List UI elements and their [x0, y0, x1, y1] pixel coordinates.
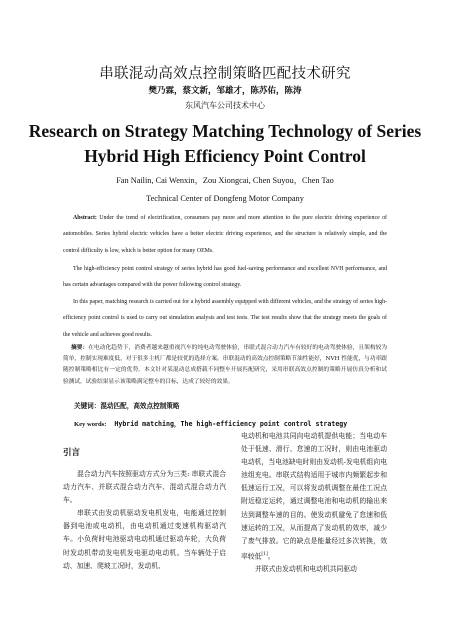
abstract-en-paragraph-2 — [63, 261, 387, 294]
english-authors: Fan Nailin, Cai Wenxin，Zou Xiongcai, Chen Suyou，Chen Tao — [116, 176, 334, 185]
intro-right-paragraph-1 — [241, 430, 387, 563]
intro-right-paragraph-2: 并联式由发动机和电动机共同驱动 — [255, 565, 357, 574]
abstract-zh-label: 摘要： — [71, 345, 89, 351]
keywords-zh — [74, 400, 180, 410]
chinese-affiliation: 东风汽车公司技术中心 — [185, 101, 265, 110]
abstract-en-paragraph-1 — [63, 210, 387, 259]
keywords-zh-text: 混动匹配，高效点控制策略 — [100, 402, 180, 410]
keywords-en-text: Hybrid matching，The high-efficiency point control strategy — [114, 420, 348, 428]
english-affiliation: Technical Center of Dongfeng Motor Company — [146, 194, 304, 203]
right-column — [241, 430, 387, 576]
section-heading-intro: 引言 — [63, 448, 81, 458]
keywords-en-label: Key words: — [74, 421, 107, 428]
english-title-line-2: Hybrid High Efficiency Point Control — [84, 146, 366, 166]
abstract-label: Abstract: — [73, 215, 97, 221]
intro-left-paragraph-2: 串联式由发动机驱动发电机发电，电能通过控制器到电池或电动机，由电动机通过变速机构驱动汽车。小负荷时电池驱动电动机通过驱动车轮，大负荷时发动机带动发电机发电驱动电动机。当车辆处于启动、加速、爬坡工况时，发动机、 — [63, 509, 226, 570]
abstract-en-text-1: Under the trend of electrification, consumers pay more and more attention to the pure electric driving experience of automobiles. Series hybrid electric vehicles have a better electric driving experience, and the structure is relatively simple, and the control difficulty is low, which is better option for many OEMs. — [63, 215, 387, 254]
abstract-en-text-2: The high-efficiency point control strategy of series hybrid has good fuel-saving performance and excellent NVH performance, and has certain advantages compared with the power following control strategy. — [63, 266, 387, 289]
english-title-line-1: Research on Strategy Matching Technology of Series — [28, 121, 422, 141]
keywords-en — [74, 418, 347, 428]
abstract-en-text-3: In this paper, matching research is carried out for a hybrid assembly equipped with different vehicles, and the strategy of series high-efficiency point control is used to carry out simulation analysis and test tests. The test results show that the strategy meets the goals of the vehicle and achieves good results. — [63, 299, 387, 338]
citation-ref: [1] — [261, 551, 268, 557]
abstract-zh — [63, 343, 387, 388]
keywords-zh-label: 关键词： — [74, 402, 101, 410]
left-column — [63, 468, 226, 573]
chinese-title: 串联混动高效点控制策略匹配技术研究 — [99, 66, 351, 82]
abstract-en-paragraph-3 — [63, 294, 387, 343]
intro-right-text-1-end: 。 — [267, 552, 275, 561]
intro-left-paragraph-1: 混合动力汽车按照驱动方式分为三类: 串联式混合动力汽车、并联式混合动力汽车、混动式混合动力汽车。 — [63, 470, 226, 505]
abstract-zh-text: 在电动化趋势下，消费者越来越重视汽车的纯电动驾驶体验，串联式混合动力汽车有较好的电动驾驶体验，且架构较为简单，控制实现难度低，对于很多主机厂都是较优的选择方案。串联混动的高效点控制策略节油性能好，NVH 性能优，与功率跟随控制策略相比有一定的优势。本文针对某混动总成搭载不同整车开展匹配研究，采用串联高效点控制的策略开展仿真分析和试验测试，试验结果显示该策略满足整车的目标，达成了较好的效果。 — [63, 345, 388, 385]
chinese-authors: 樊乃霖，蔡文新，邹雄才，陈苏佑，陈涛 — [148, 86, 302, 96]
intro-right-text-1: 电动机和电池共同向电动机提供电能；当电动车处于低速、滑行、怠速的工况时，则由电池驱动电动机，当电池缺电时则由发动机-发电机组向电池组充电。串联式结构适用于城市内频繁起步和低速运行工况，可以将发动机调整在最佳工况点附近稳定运转，通过调整电池和电动机的输出来达到调整车速的目的。使发动机避免了怠速和低速运转的工况，从而提高了发动机的效率，减少了废气排放。它的缺点是能量经过多次转换，效率较低 — [241, 432, 387, 561]
